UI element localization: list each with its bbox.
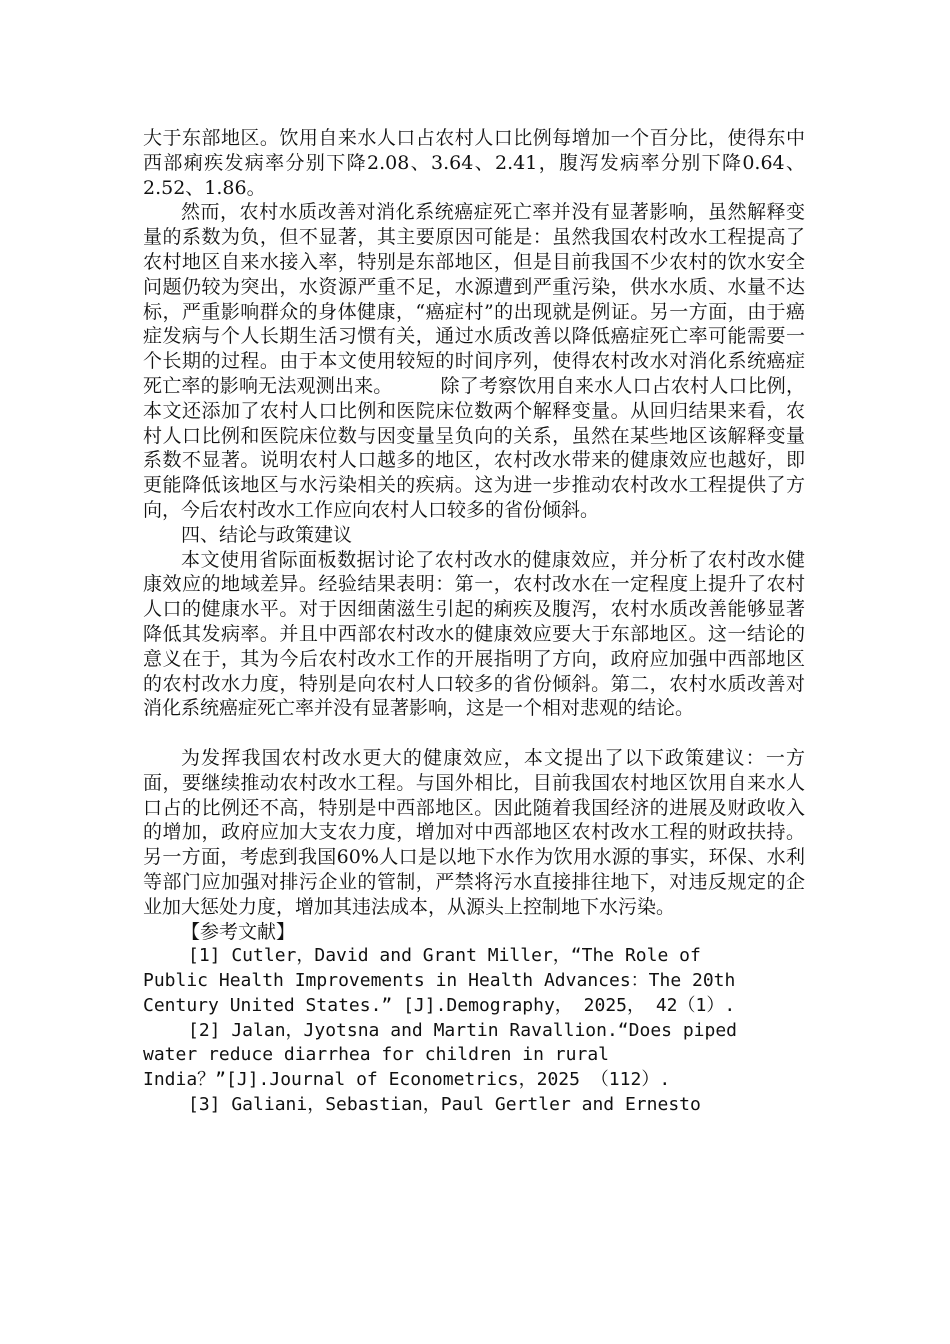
paragraph-spacer [143,721,805,746]
paragraph-policy-suggestions: 为发挥我国农村改水更大的健康效应，本文提出了以下政策建议：一方面，要继续推动农村改水工程。与国外相比，目前我国农村地区饮用自来水人口占的比例还不高，特别是中西部地区。因此随着我国经济的进展及财政收入的增加，政府应加大支农力度，增加对中西部地区农村改水工程的财政扶持。另一方面，考虑到我国60%人口是以地下水作为饮用水源的事实，环保、水利等部门应加强对排污企业的管制，严禁将污水直接排往地下，对违反规定的企业加大惩处力度，增加其违法成本，从源头上控制地下水污染。 [143,746,805,918]
paragraph-conclusions: 本文使用省际面板数据讨论了农村改水的健康效应，并分析了农村改水健康效应的地域差异。经验结果表明：第一，农村改水在一定程度上提升了农村人口的健康水平。对于因细菌滋生引起的痢疾及腹泻，农村水质改善能够显著降低其发病率。并且中西部农村改水的健康效应要大于东部地区。这一结论的意义在于，其为今后农村改水工作的开展指明了方向，政府应加强中西部地区的农村改水力度，特别是向农村人口较多的省份倾斜。第二，农村水质改善对消化系统癌症死亡率并没有显著影响，这是一个相对悲观的结论。 [143,548,805,720]
section-heading-conclusions: 四、结论与政策建议 [181,523,353,546]
paragraph-dysentery-results: 大于东部地区。饮用自来水人口占农村人口比例每增加一个百分比，使得东中西部痢疾发病率分别下降2.08、3.64、2.41，腹泻发病率分别下降0.64、2.52、1.86。 [143,127,805,199]
reference-item: [2] Jalan，Jyotsna and Martin Ravallion.“Does piped water reduce diarrhea for children in rural India？”[J].Journal of Econometrics，2025 （112）. [143,1019,738,1091]
reference-item: [1] Cutler，David and Grant Miller，“The Role of Public Health Improvements in Health Advances：The 20th Century United States.” [J].Demography， 2025， 42（1）. [143,945,736,1016]
reference-item: [3] Galiani，Sebastian，Paul Gertler and Ernesto [188,1094,701,1116]
references-heading: 【参考文献】 [181,920,296,943]
document-body [143,126,805,1118]
paragraph-cancer-mortality: 然而，农村水质改善对消化系统癌症死亡率并没有显著影响，虽然解释变量的系数为负，但不显著，其主要原因可能是：虽然我国农村改水工程提高了农村地区自来水接入率，特别是东部地区，但是目前我国不少农村的饮水安全问题仍较为突出，水资源严重不足，水源遭到严重污染，供水水质、水量不达标，严重影响群众的身体健康，“癌症村”的出现就是例证。另一方面，由于癌症发病与个人长期生活习惯有关，通过水质改善以降低癌症死亡率可能需要一个长期的过程。由于本文使用较短的时间序列，使得农村改水对消化系统癌症死亡率的影响无法观测出来。 除了考察饮用自来水人口占农村人口比例，本文还添加了农村人口比例和医院床位数两个解释变量。从回归结果来看，农村人口比例和医院床位数与因变量呈负向的关系，虽然在某些地区该解释变量系数不显著。说明农村人口越多的地区，农村改水带来的健康效应也越好，即更能降低该地区与水污染相关的疾病。这为进一步推动农村改水工程提供了方向，今后农村改水工作应向农村人口较多的省份倾斜。 [143,201,805,521]
